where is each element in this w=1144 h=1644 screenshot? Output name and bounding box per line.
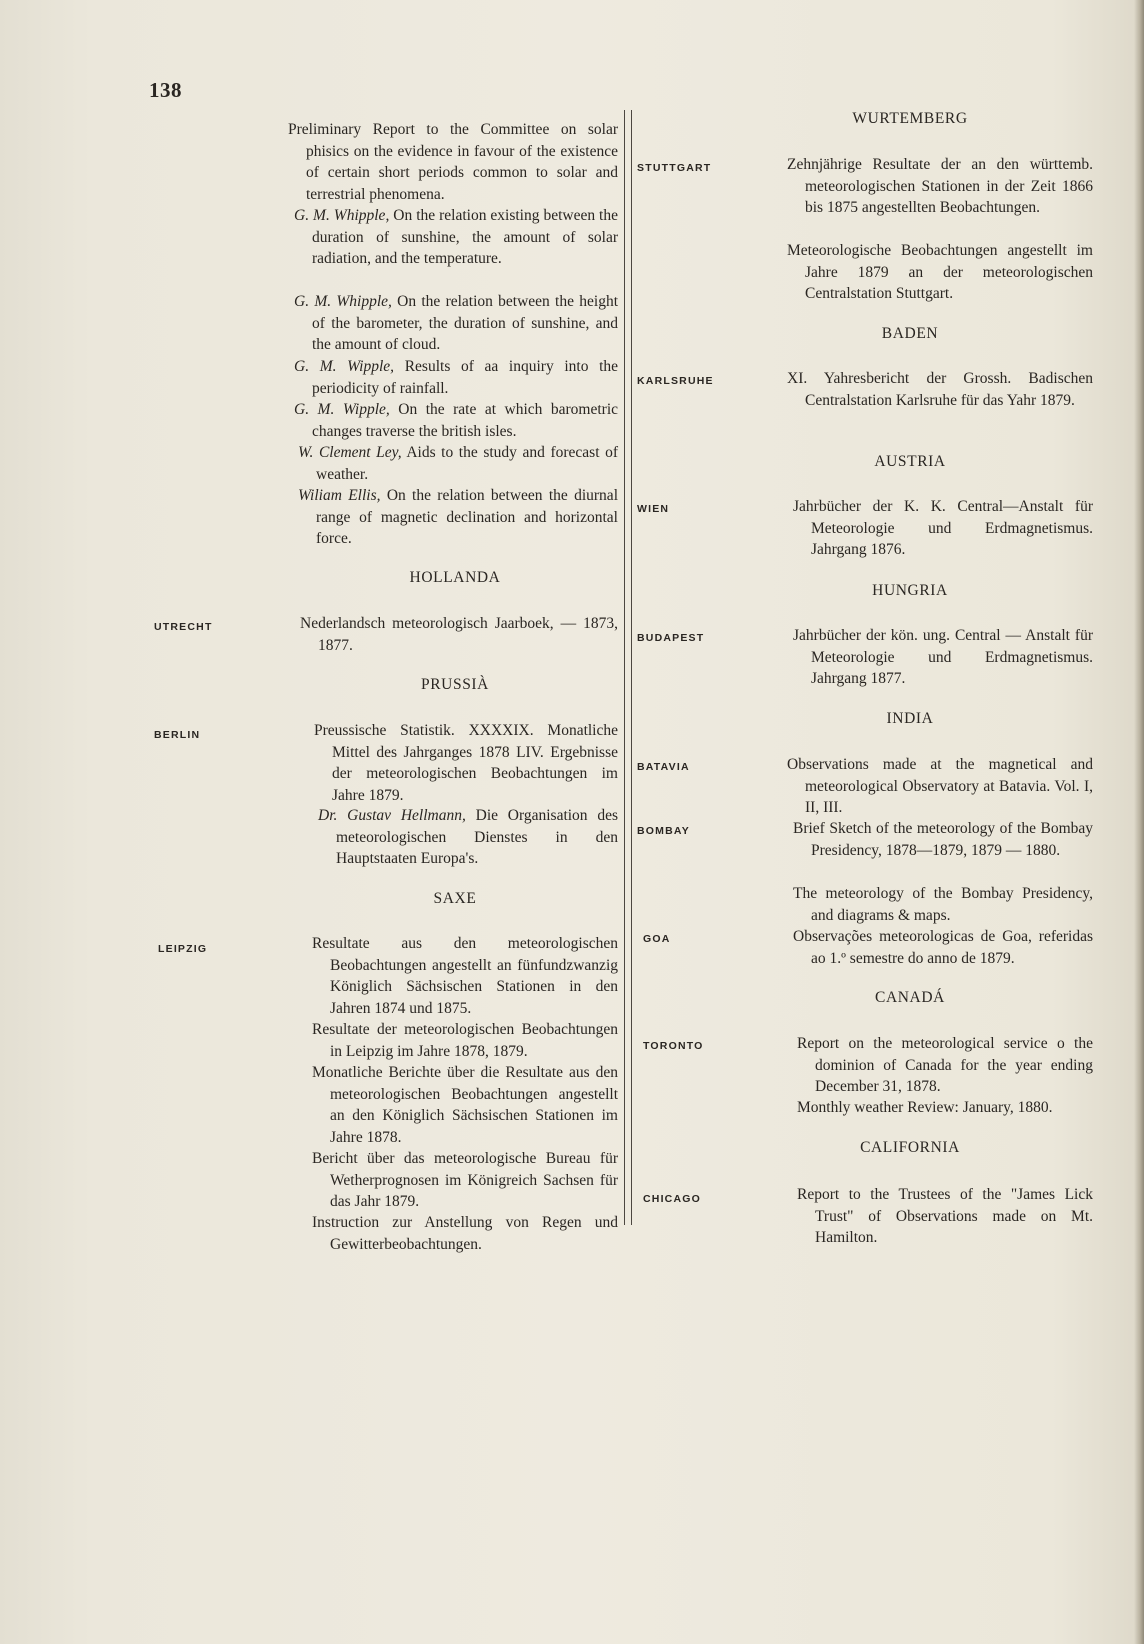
entry-wipple-barometric-changes bbox=[294, 399, 618, 442]
place-stuttgart: STUTTGART bbox=[637, 162, 712, 174]
entry-toronto-2: Monthly weather Review: January, 1880. bbox=[797, 1099, 1053, 1116]
entry-wipple-rainfall bbox=[294, 356, 618, 399]
section-heading-baden: BADEN bbox=[881, 325, 939, 342]
entry-leipzig-3: Monatliche Berichte über die Resultate aus den meteorologischen Beobachtungen angestellt an den Königlich Sächsischen Stationen im Jahre 1878. bbox=[312, 1064, 618, 1146]
entry-text: On the relation between the diurnal range of magnetic declination and horizontal force. bbox=[316, 487, 618, 547]
entry-chicago: Report to the Trustees of the "James Lick Trust" of Observations made on Mt. Hamilton. bbox=[797, 1186, 1093, 1246]
entry-ley-forecast bbox=[298, 442, 618, 485]
page-edge-shadow bbox=[1134, 0, 1144, 1644]
place-goa: GOA bbox=[643, 933, 671, 945]
section-heading-india: INDIA bbox=[886, 710, 934, 727]
entry-leipzig-2: Resultate der meteorologischen Beobachtungen in Leipzig im Jahre 1878, 1879. bbox=[312, 1021, 618, 1060]
column-divider bbox=[624, 110, 632, 1225]
entry-utrecht: Nederlandsch meteorologisch Jaarboek, — 1873, 1877. bbox=[300, 615, 618, 654]
entry-leipzig-4: Bericht über das meteorologische Bureau für Wetherprognosen im Königreich Sachsen für das Jahr 1879. bbox=[312, 1150, 618, 1210]
entry-whipple-barometer bbox=[294, 291, 618, 356]
entry-text: On the relation existing between the duration of sunshine, the amount of solar radiation, and the temperature. bbox=[312, 207, 618, 267]
entry-text: Results of aa inquiry into the periodicity of rainfall. bbox=[312, 358, 619, 397]
entry-batavia: Observations made at the magnetical and meteorological Observatory at Batavia. Vol. I, II, III. bbox=[787, 756, 1093, 816]
entry-leipzig-5: Instruction zur Anstellung von Regen und Gewitterbeobachtungen. bbox=[312, 1214, 618, 1253]
entry-berlin-statistik: Preussische Statistik. XXXXIX. Monatliche Mittel des Jahrganges 1878 LIV. Ergebnisse der meteorologischen Beobachtungen im Jahre 1879. bbox=[314, 722, 618, 804]
entry-text: Preliminary Report to the Committee on solar phisics on the evidence in favour of the existence of certain short periods common to solar and terrestrial phenomena. bbox=[288, 121, 618, 203]
place-budapest: BUDAPEST bbox=[637, 632, 705, 644]
page-number: 138 bbox=[149, 78, 182, 102]
place-bombay: BOMBAY bbox=[637, 825, 690, 837]
section-heading-saxe: SAXE bbox=[433, 890, 477, 907]
entry-bombay-2: The meteorology of the Bombay Presidency, and diagrams & maps. bbox=[793, 885, 1093, 924]
place-berlin: BERLIN bbox=[154, 729, 201, 741]
section-heading-wurtemberg: WURTEMBERG bbox=[852, 110, 968, 127]
place-utrecht: UTRECHT bbox=[154, 621, 213, 633]
entry-text: Die Organisation des meteorologischen Dienstes in den Hauptstaaten Europa's. bbox=[336, 807, 618, 867]
entry-bombay-1: Brief Sketch of the meteorology of the Bombay Presidency, 1878—1879, 1879 — 1880. bbox=[793, 820, 1093, 859]
entry-preliminary-report bbox=[288, 119, 618, 205]
entry-author: G. M. Wipple, bbox=[294, 358, 395, 375]
entry-author: W. Clement Ley, bbox=[298, 444, 402, 461]
section-heading-hungria: HUNGRIA bbox=[872, 582, 948, 599]
entry-goa: Observações meteorologicas de Goa, referidas ao 1.º semestre do anno de 1879. bbox=[793, 928, 1093, 967]
entry-stuttgart-2: Meteorologische Beobachtungen angestellt im Jahre 1879 an der meteorologischen Centralstation Stuttgart. bbox=[787, 242, 1093, 302]
section-heading-canada: CANADÁ bbox=[875, 989, 945, 1006]
section-heading-hollanda: HOLLANDA bbox=[409, 569, 501, 586]
entry-karlsruhe: XI. Yahresbericht der Grossh. Badischen Centralstation Karlsruhe für das Yahr 1879. bbox=[787, 370, 1093, 409]
section-heading-prussia: PRUSSIÀ bbox=[421, 676, 489, 693]
entry-stuttgart-1: Zehnjährige Resultate der an den württemb. meteorologischen Stationen in der Zeit 1866 bis 1875 angestellten Beobachtungen. bbox=[787, 156, 1093, 216]
entry-text: On the relation between the height of the barometer, the duration of sunshine, and the amount of cloud. bbox=[312, 293, 618, 353]
entry-author: G. M. Whipple, bbox=[294, 207, 390, 224]
place-wien: WIEN bbox=[637, 503, 670, 515]
entry-text: On the rate at which barometric changes traverse the british isles. bbox=[312, 401, 619, 440]
entry-berlin-hellmann bbox=[318, 805, 618, 870]
entry-author: G. M. Wipple, bbox=[294, 401, 390, 418]
entry-wien: Jahrbücher der K. K. Central—Anstalt für Meteorologie und Erdmagnetismus. Jahrgang 1876. bbox=[793, 498, 1093, 558]
entry-text: Aids to the study and forecast of weather. bbox=[316, 444, 618, 483]
entry-ellis-magnetic bbox=[298, 485, 618, 550]
entry-author: G. M. Whipple, bbox=[294, 293, 392, 310]
entry-author: Dr. Gustav Hellmann, bbox=[318, 807, 466, 824]
entry-leipzig-1: Resultate aus den meteorologischen Beobachtungen angestellt an fünfundzwanzig Königlich Sächsischen Stationen in den Jahren 1874 und 1875. bbox=[312, 935, 618, 1017]
entry-toronto-1: Report on the meteorological service o the dominion of Canada for the year ending December 31, 1878. bbox=[797, 1035, 1093, 1095]
section-heading-austria: AUSTRIA bbox=[874, 453, 946, 470]
section-heading-california: CALIFORNIA bbox=[860, 1139, 960, 1156]
place-chicago: CHICAGO bbox=[643, 1193, 701, 1205]
place-leipzig: LEIPZIG bbox=[158, 943, 208, 955]
entry-whipple-sunshine bbox=[294, 205, 618, 270]
entry-author: Wiliam Ellis, bbox=[298, 487, 381, 504]
entry-budapest: Jahrbücher der kön. ung. Central — Anstalt für Meteorologie und Erdmagnetismus. Jahrgang 1877. bbox=[793, 627, 1093, 687]
place-karlsruhe: KARLSRUHE bbox=[637, 375, 714, 387]
place-batavia: BATAVIA bbox=[637, 761, 690, 773]
place-toronto: TORONTO bbox=[643, 1040, 704, 1052]
